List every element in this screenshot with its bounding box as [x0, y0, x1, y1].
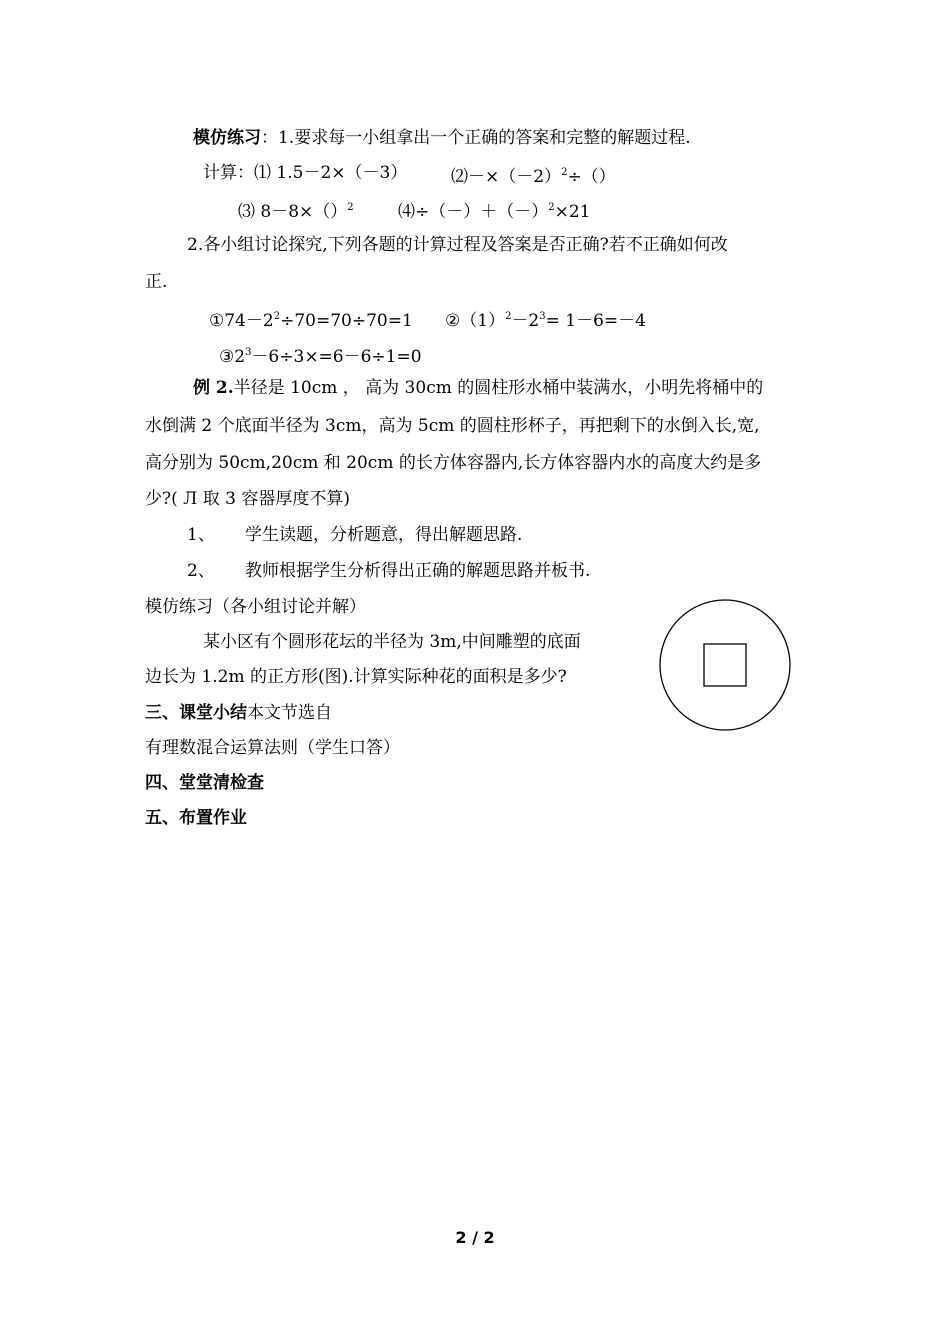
- example-2-line-1: [193, 376, 763, 400]
- calc-problem-4: [398, 196, 591, 224]
- check-item-3: [219, 341, 422, 369]
- section-4-heading: 四、堂堂清检查: [145, 773, 264, 793]
- calc-problem-2: [451, 161, 616, 189]
- example-2-label: 例 2.: [193, 378, 234, 398]
- example-2-text: 半径是 10cm ， 高为 30cm 的圆柱形水桶中装满水，小明先将桶中的: [233, 378, 764, 398]
- step-1-text: 学生读题，分析题意，得出解题思路.: [245, 525, 523, 545]
- check-item-3-tail: －6÷3×=6－6÷1=0: [251, 347, 422, 367]
- current-page: 2: [455, 1228, 467, 1247]
- check-item-3-text: ③2: [219, 347, 246, 367]
- check-item-2-exponent-2: 3: [539, 311, 546, 322]
- example-2-line-3: 高分别为 50cm,20cm 和 20cm 的长方体容器内,长方体容器内水的高度大约是多: [145, 453, 762, 473]
- discussion-line-2: 正.: [145, 272, 168, 292]
- circle-square-figure: [658, 598, 792, 732]
- calc-problem-2-exponent: 2: [561, 167, 568, 178]
- check-item-2-mid: －2: [511, 311, 540, 331]
- check-item-2-text: ②（1）: [445, 311, 506, 331]
- flower-bed-circle: [660, 600, 790, 730]
- check-item-2-exponent-1: 2: [505, 311, 512, 322]
- calc-problem-3: [238, 196, 354, 224]
- page-separator: /: [466, 1228, 484, 1247]
- calc-problem-4-exponent: 2: [548, 202, 555, 213]
- total-pages: 2: [483, 1228, 495, 1247]
- section-3-title: 三、课堂小结: [145, 703, 247, 723]
- calc-problem-2-tail: ÷（）: [567, 167, 616, 187]
- practice-heading-line: [193, 126, 691, 150]
- sculpture-square: [704, 644, 746, 686]
- practice-heading-text: ：1.要求每一小组拿出一个正确的答案和完整的解题过程.: [261, 128, 691, 148]
- section-3-content: 有理数混合运算法则（学生口答）: [145, 738, 400, 758]
- calc-problem-3-exponent: 2: [347, 202, 354, 213]
- calc-problem-2-text: ⑵－×（－2）: [451, 167, 562, 187]
- step-1-number: 1、: [187, 525, 215, 545]
- section-3-note: 本文节选自: [247, 703, 332, 723]
- calc-problem-3-text: ⑶ 8－8×（）: [238, 202, 348, 222]
- example-2-line-4: 少?( Л 取 3 容器厚度不算): [145, 489, 350, 509]
- check-item-1: [209, 305, 413, 333]
- calc-problem-4-tail: ×21: [554, 202, 591, 222]
- calc-problem-1-text: 计算：⑴ 1.5－2×（－3）: [203, 163, 408, 183]
- practice-2-heading: 模仿练习（各小组讨论并解）: [145, 597, 366, 617]
- step-2-number: 2、: [187, 561, 215, 581]
- practice-2-line-2: 边长为 1.2m 的正方形(图).计算实际种花的面积是多少?: [145, 667, 567, 687]
- practice-heading-bold: 模仿练习: [193, 128, 261, 148]
- check-item-1-text: ①74－2: [209, 311, 274, 331]
- step-1: [187, 523, 215, 547]
- discussion-line-1: 2.各小组讨论探究,下列各题的计算过程及答案是否正确?若不正确如何改: [187, 235, 728, 255]
- example-2-line-2: 水倒满 2 个底面半径为 3cm，高为 5cm 的圆柱形杯子，再把剩下的水倒入长,宽,: [145, 416, 760, 436]
- step-2-text: 教师根据学生分析得出正确的解题思路并板书.: [245, 561, 591, 581]
- check-item-2-tail: = 1－6=－4: [545, 311, 646, 331]
- section-3-heading: [145, 701, 332, 725]
- section-5-heading: 五、布置作业: [145, 808, 247, 828]
- check-item-3-exponent: 3: [245, 347, 252, 358]
- calc-problem-1: [203, 161, 407, 185]
- practice-2-line-1: 某小区有个圆形花坛的半径为 3m,中间雕塑的底面: [203, 632, 581, 652]
- calc-problem-4-text: ⑷÷（－）＋（－）: [398, 202, 549, 222]
- check-item-2: [445, 305, 646, 333]
- check-item-1-exponent: 2: [273, 311, 281, 322]
- page-number: [0, 1228, 950, 1247]
- step-2: [187, 559, 215, 583]
- check-item-1-tail: ÷70=70÷70=1: [280, 311, 413, 331]
